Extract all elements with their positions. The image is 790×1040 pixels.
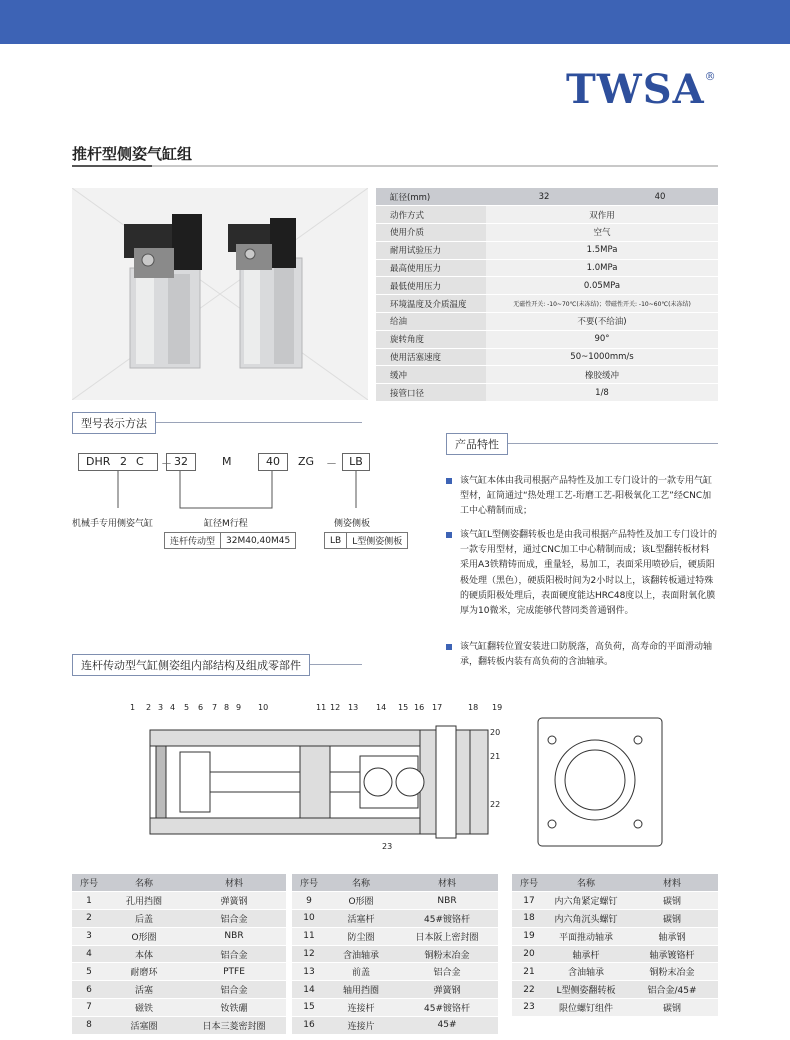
table-row: 18 内六角沉头螺钉 碳钢 [512,910,718,928]
callout: 15 [398,703,409,712]
structure-drawing [120,700,680,860]
table-row: 22 L型侧姿翻转板 铝合金/45# [512,981,718,999]
callout: 1 [130,703,136,712]
table-row: 16 连接片 45# [292,1016,498,1034]
callout: 8 [224,703,230,712]
page-title: 推杆型侧姿气缸组 [72,145,193,163]
model-plate-box: LB [342,453,370,471]
callout: 11 [316,703,327,712]
table-row: 23 限位螺钉组件 碳钢 [512,999,718,1017]
table-row: 19 平面推动轴承 轴承钢 [512,927,718,945]
table-row: 9 O形圈 NBR [292,892,498,910]
link-type-table: 连杆传动型 32M40,40M45 [164,532,296,549]
table-row: 21 含油轴承 铜粉末冶金 [512,963,718,981]
callout: 18 [468,703,479,712]
spec-row: 使用介质 空气 [376,224,718,242]
table-row: 20 轴承杆 轴承镀铬杆 [512,945,718,963]
parts-table-1: 序号 名称 材料 1 孔用挡圈 弹簧钢 2 后盖 铝合金 3 O形圈 NBR 4 本体 铝合金 5 耐磨环 PTFE 6 活塞 铝合金 7 磁铁 钕铁硼 8 活塞圈 日本三菱密封圈 [72,874,286,1035]
plate-type-table: LB L型侧姿侧板 [324,532,408,549]
bullet-icon [446,532,452,538]
spec-row: 环境温度及介质温度 无磁性开关: -10~70℃(未冻结)；带磁性开关: -10~60℃(未冻结) [376,295,718,313]
table-row: 13 前盖 铝合金 [292,963,498,981]
model-zg: ZG [298,455,315,468]
callout: 20 [490,728,501,737]
model-m: M [222,455,232,468]
callout: 6 [198,703,204,712]
spec-row: 缓冲 橡胶缓冲 [376,366,718,384]
callout: 7 [212,703,218,712]
table-row: 11 防尘圈 日本阪上密封圈 [292,927,498,945]
callout: 2 [146,703,152,712]
bullet-icon [446,644,452,650]
table-row: 6 活塞 铝合金 [72,981,286,999]
table-row: 17 内六角紧定螺钉 碳钢 [512,892,718,910]
table-row: 10 活塞杆 45#镀铬杆 [292,910,498,928]
feature-item: 该气缸本体由我司根据产品特性及加工专门设计的一款专用气缸型材，缸筒通过“热处理工艺-珩磨工艺-阳极氧化工艺”经CNC加工中心精制而成； [446,474,718,520]
spec-row: 最高使用压力 1.0MPa [376,259,718,277]
caption-stroke: 缸径M行程 [204,519,248,529]
callout: 10 [258,703,269,712]
bullet-icon [446,478,452,484]
table-row: 15 连接杆 45#镀铬杆 [292,999,498,1017]
callout: 16 [414,703,425,712]
model-size: 2 [120,455,127,468]
features-title: 产品特性 [446,433,508,455]
spec-row: 最低使用压力 0.05MPa [376,277,718,295]
callout: 21 [490,752,501,761]
model-type: C [136,455,144,468]
model-dash: － [161,457,172,470]
parts-table-2: 序号 名称 材料 9 O形圈 NBR 10 活塞杆 45#镀铬杆 11 防尘圈 日本阪上密封圈 12 含油轴承 铜粉末冶金 13 前盖 铝合金 14 轴用挡圈 弹簧钢 15 连接杆 45#镀铬杆 16 连接片 45# [292,874,498,1035]
feature-item: 该气缸L型侧姿翻转板也是由我司根据产品特性及加工专门设计的一款专用型材，通过CNC加工中心精制而成；该L型翻转板材料采用A3铁精铸而成，重量轻，易加工，表面采用喷砂后，硬质阳极处理（黑色），硬质阳极时间为2小时以上，该翻转板通过特殊的硬质阳极处理后，表面硬度能达HRC48度以上，表面附氧化膜厚为10微米，完成能够代替同类普通钢件。 [446,528,718,619]
spec-row: 旋转角度 90° [376,330,718,348]
caption-plate: 侧姿侧板 [334,519,371,529]
spec-row: 给油 不要(不给油) [376,313,718,331]
brand-logo: TWSA® [566,66,717,113]
structure-title: 连杆传动型气缸侧姿组内部结构及组成零部件 [72,654,310,676]
spec-row: 使用活塞速度 50~1000mm/s [376,348,718,366]
table-row: 1 孔用挡圈 弹簧钢 [72,892,286,910]
callout: 4 [170,703,176,712]
table-row: 7 磁铁 钕铁硼 [72,999,286,1017]
feature-item: 该气缸翻转位置安装进口防脱落，高负荷，高寿命的平面滑动轴承，翻转板内装有高负荷的含油轴承。 [446,640,718,670]
table-row: 5 耐磨环 PTFE [72,963,286,981]
spec-row: 缸径(mm) 32 40 [376,188,718,206]
model-section-title: 型号表示方法 [72,412,156,434]
parts-table-3: 序号 名称 材料 17 内六角紧定螺钉 碳钢 18 内六角沉头螺钉 碳钢 19 平面推动轴承 轴承钢 20 轴承杆 轴承镀铬杆 21 含油轴承 铜粉末冶金 22 L型侧姿翻转板 铝合金/45# 23 限位螺钉组件 碳钢 [512,874,718,1017]
model-bore-box: 32 [166,453,196,471]
table-row: 3 O形圈 NBR [72,927,286,945]
callout: 23 [382,842,393,851]
callout: 9 [236,703,242,712]
callout: 12 [330,703,341,712]
callout: 3 [158,703,164,712]
callout: 17 [432,703,443,712]
spec-row: 接管口径 1/8 [376,384,718,402]
spec-row: 耐用试验压力 1.5MPa [376,241,718,259]
table-row: 8 活塞圈 日本三菱密封圈 [72,1016,286,1034]
spec-row: 动作方式 双作用 [376,206,718,224]
model-dash: － [326,457,337,470]
callout: 5 [184,703,190,712]
callout: 19 [492,703,503,712]
table-row: 12 含油轴承 铜粉末冶金 [292,945,498,963]
table-row: 2 后盖 铝合金 [72,910,286,928]
table-row: 14 轴用挡圈 弹簧钢 [292,981,498,999]
model-stroke-box: 40 [258,453,288,471]
callout: 22 [490,800,501,809]
callout: 14 [376,703,387,712]
caption-series: 机械手专用侧姿气缸 [72,519,154,529]
model-series: DHR [86,455,111,468]
callout: 13 [348,703,359,712]
table-row: 4 本体 铝合金 [72,945,286,963]
